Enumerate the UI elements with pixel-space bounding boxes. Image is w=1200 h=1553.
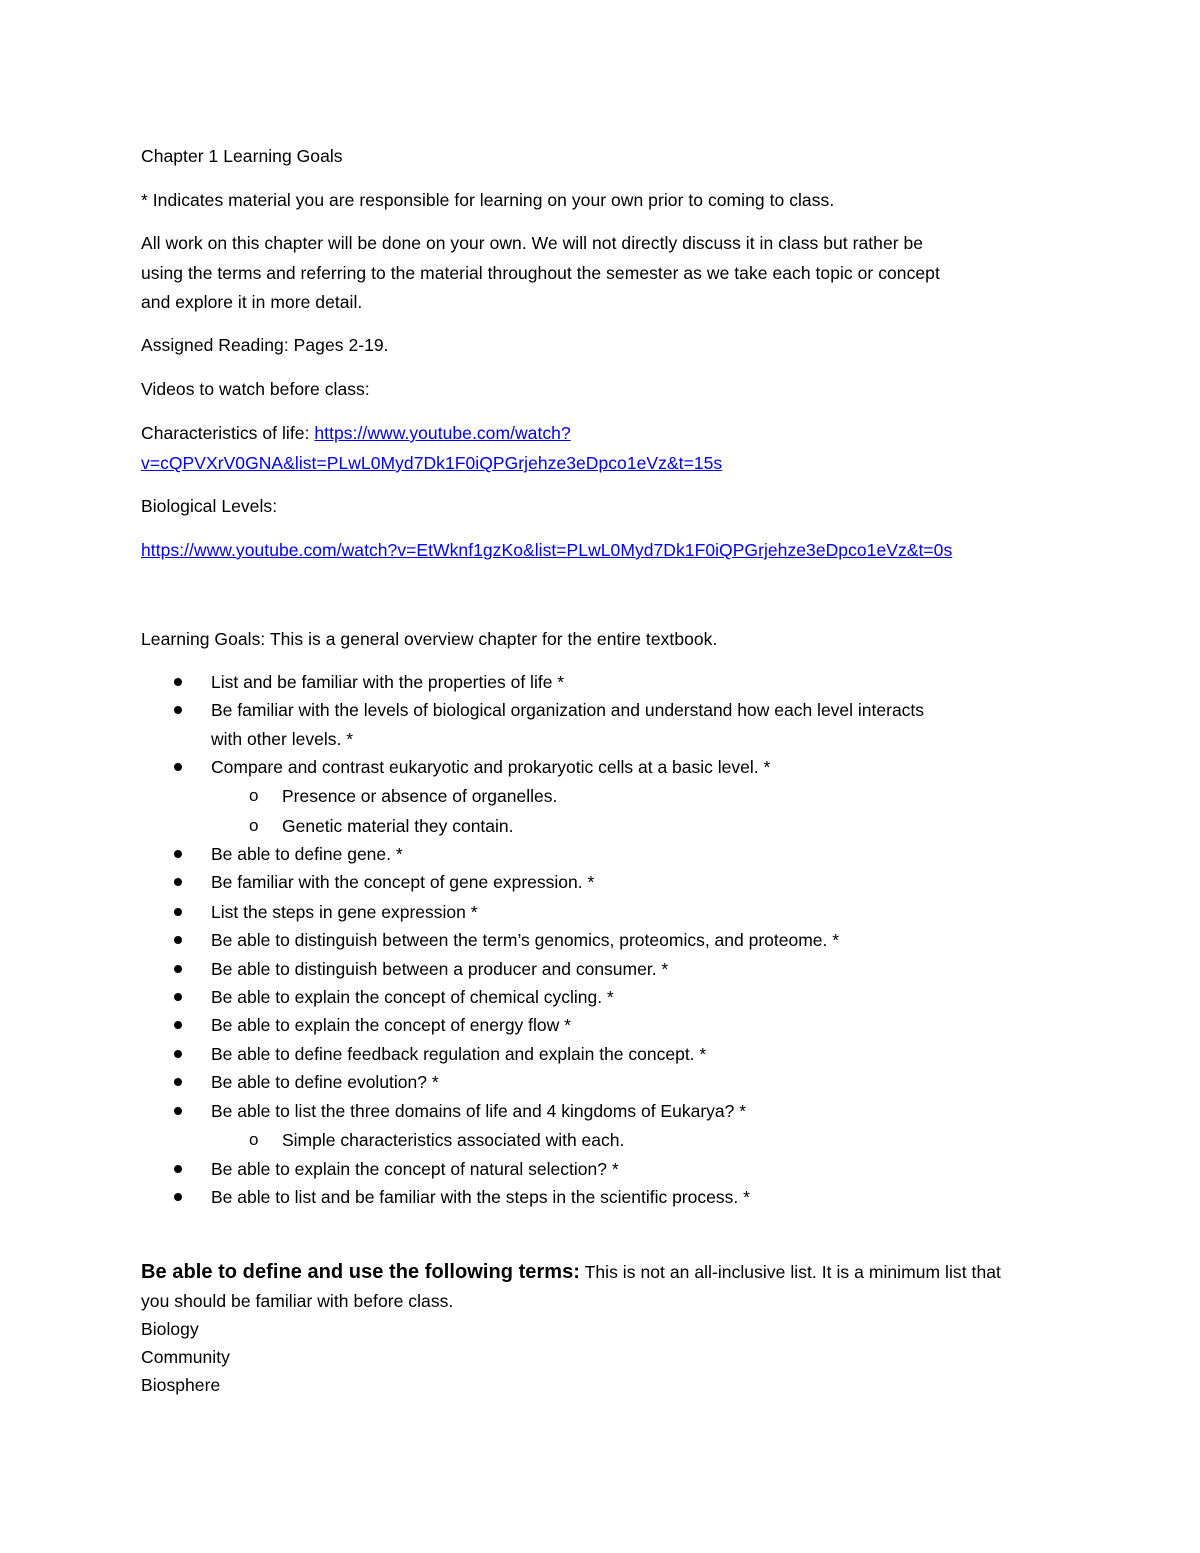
videos-heading: Videos to watch before class: <box>141 379 370 399</box>
terms-heading-bold: Be able to define and use the following terms: <box>141 1261 581 1283</box>
goal-item: Be familiar with the levels of biological organization and understand how each level interacts <box>211 700 925 720</box>
goals-heading: Learning Goals: This is a general overview chapter for the entire textbook. <box>141 629 718 649</box>
video2-line[interactable] <box>141 540 952 560</box>
video2-label: Biological Levels: <box>141 496 278 516</box>
goal-subitem: Presence or absence of organelles. <box>282 786 558 806</box>
note-text: * Indicates material you are responsible for learning on your own prior to coming to class. <box>141 190 835 210</box>
intro-line-1: All work on this chapter will be done on your own. We will not directly discuss it in class but rather be <box>141 233 924 253</box>
bullet-icon <box>174 1021 182 1029</box>
goal-item: Be able to list the three domains of life and 4 kingdoms of Eukarya? * <box>211 1101 747 1121</box>
goal-subitem: Simple characteristics associated with each. <box>282 1130 625 1150</box>
bullet-icon <box>174 1078 182 1086</box>
intro-line-2: using the terms and referring to the material throughout the semester as we take each topic or concept <box>141 263 940 283</box>
bullet-icon <box>174 1165 182 1173</box>
video2-link[interactable]: https://www.youtube.com/watch?v=EtWknf1gzKo&list=PLwL0Myd7Dk1F0iQPGrjehze3eDpco1eVz&t=0s <box>141 540 953 560</box>
sub-bullet-icon: o <box>249 816 259 835</box>
sub-bullet-icon: o <box>249 786 259 805</box>
video1-link[interactable]: https://www.youtube.com/watch? <box>314 423 571 443</box>
goal-item: Compare and contrast eukaryotic and prokaryotic cells at a basic level. * <box>211 757 771 777</box>
bullet-icon <box>174 993 182 1001</box>
bullet-icon <box>174 965 182 973</box>
bullet-icon <box>174 908 182 916</box>
video1-label: Characteristics of life: <box>141 423 315 443</box>
goal-item: Be able to explain the concept of energy flow * <box>211 1015 571 1035</box>
assigned-reading: Assigned Reading: Pages 2-19. <box>141 335 389 355</box>
bullet-icon <box>174 850 182 858</box>
sub-bullet-icon: o <box>249 1130 259 1149</box>
goal-item: List and be familiar with the properties of life * <box>211 672 565 692</box>
bullet-icon <box>174 706 182 714</box>
bullet-icon <box>174 878 182 886</box>
term-item: Biology <box>141 1319 199 1339</box>
goal-item: Be able to distinguish between the term’s genomics, proteomics, and proteome. * <box>211 930 840 950</box>
intro-line-3: and explore it in more detail. <box>141 292 363 312</box>
video1-line <box>141 423 571 443</box>
video1-link-line2[interactable]: v=cQPVXrV0GNA&list=PLwL0Myd7Dk1F0iQPGrjehze3eDpco1eVz&t=15s <box>141 453 723 473</box>
bullet-icon <box>174 1193 182 1201</box>
bullet-icon <box>174 763 182 771</box>
term-item: Community <box>141 1347 230 1367</box>
goal-item: Be able to define evolution? * <box>211 1072 439 1092</box>
goal-item-cont: with other levels. * <box>211 729 354 749</box>
goal-item: Be familiar with the concept of gene expression. * <box>211 872 595 892</box>
goal-item: Be able to distinguish between a producer and consumer. * <box>211 959 669 979</box>
goal-subitem: Genetic material they contain. <box>282 816 514 836</box>
terms-heading <box>141 1262 1001 1282</box>
bullet-icon <box>174 678 182 686</box>
term-item: Biosphere <box>141 1375 221 1395</box>
goal-item: List the steps in gene expression * <box>211 902 478 922</box>
bullet-icon <box>174 1107 182 1115</box>
terms-heading-line2: you should be familiar with before class. <box>141 1291 454 1311</box>
goal-item: Be able to list and be familiar with the steps in the scientific process. * <box>211 1187 750 1207</box>
goal-item: Be able to explain the concept of natural selection? * <box>211 1159 619 1179</box>
goal-item: Be able to define gene. * <box>211 844 403 864</box>
goal-item: Be able to explain the concept of chemical cycling. * <box>211 987 614 1007</box>
video1-link-cont[interactable] <box>141 453 722 473</box>
terms-heading-rest: This is not an all-inclusive list. It is a minimum list that <box>580 1262 1001 1282</box>
goal-item: Be able to define feedback regulation and explain the concept. * <box>211 1044 707 1064</box>
bullet-icon <box>174 936 182 944</box>
bullet-icon <box>174 1050 182 1058</box>
page-title: Chapter 1 Learning Goals <box>141 146 343 166</box>
